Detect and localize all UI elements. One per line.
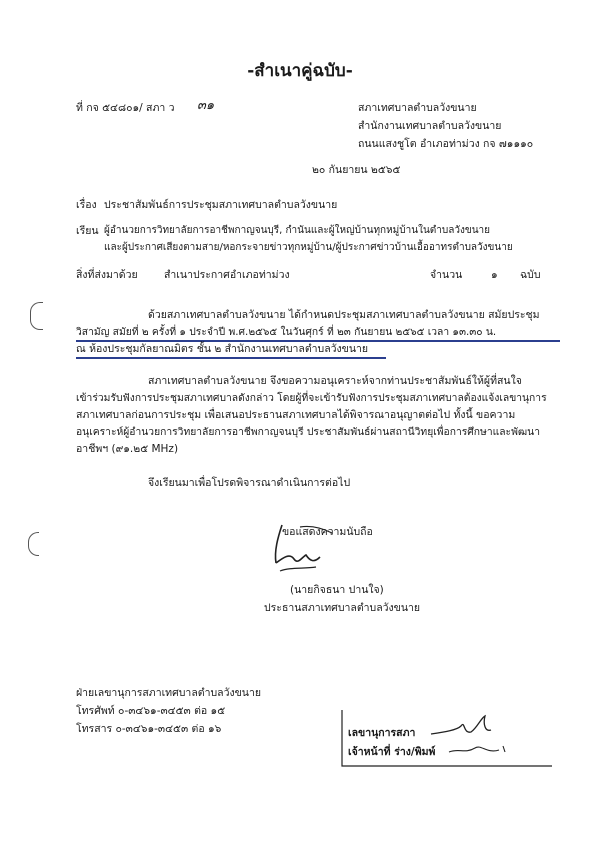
sender-line-3: ถนนแสงชูโต อำเภอท่าม่วง กจ ๗๑๑๑๐	[358, 138, 534, 150]
sender-line-2: สำนักงานเทศบาลตำบลวังขนาย	[358, 120, 502, 132]
signer-position: ประธานสภาเทศบาลตำบลวังขนาย	[264, 602, 421, 614]
routing-box-officer: เจ้าหน้าที่ ร่าง/พิมพ์	[348, 746, 436, 758]
enclosure-label: สิ่งที่ส่งมาด้วย	[76, 269, 138, 281]
enclosure-qty: ๑	[491, 269, 498, 281]
paragraph-2-line-4: อนุเคราะห์ผู้อำนวยการวิทยาลัยการอาชีพกาญจนบุรี ประชาสัมพันธ์ผ่านสถานีวิทยุเพื่อการศึกษาและพัฒนา	[76, 426, 540, 438]
paragraph-1-line-1: ด้วยสภาเทศบาลตำบลวังขนาย ได้กำหนดประชุมสภาเทศบาลตำบลวังขนาย สมัยประชุม	[148, 309, 540, 321]
paragraph-2-line-1: สภาเทศบาลตำบลวังขนาย จึงขอความอนุเคราะห์จากท่านประชาสัมพันธ์ให้ผู้ที่สนใจ	[148, 375, 522, 387]
paragraph-2-line-5: อาชีพฯ (๙๑.๒๕ MHz)	[76, 443, 179, 455]
footer-fax: โทรสาร ๐-๓๔๖๑-๓๔๕๓ ต่อ ๑๖	[76, 723, 222, 735]
paragraph-1-line-2: วิสามัญ สมัยที่ ๒ ครั้งที่ ๑ ประจำปี พ.ศ.๒๕๖๕ ในวันศุกร์ ที่ ๒๓ กันยายน ๒๕๖๕ เวลา ๑๓.๓๐ น.	[76, 326, 497, 338]
subject-label: เรื่อง	[76, 199, 97, 211]
document-date: ๒๐ กันยายน ๒๕๖๕	[312, 164, 401, 176]
paragraph-2-line-2: เข้าร่วมรับฟังการประชุมสภาเทศบาลดังกล่าว โดยผู้ที่จะเข้ารับฟังการประชุมสภาเทศบาลต้องแจ้งเลขานุการ	[76, 392, 547, 404]
paragraph-1-line-3: ณ ห้องประชุมกัลยาณมิตร ชั้น ๒ สำนักงานเทศบาลตำบลวังขนาย	[76, 343, 369, 355]
closing-line: จึงเรียนมาเพื่อโปรดพิจารณาดำเนินการต่อไป	[148, 477, 351, 489]
signer-name: (นายกิจธนา ปานใจ)	[290, 584, 384, 596]
copy-title: -สำเนาคู่ฉบับ-	[247, 61, 353, 81]
document-number: ที่ กจ ๕๔๘๐๑/ สภา ว	[76, 102, 175, 114]
footer-phone: โทรศัพท์ ๐-๓๔๖๑-๓๔๕๓ ต่อ ๑๕	[76, 705, 226, 717]
punch-hole-top	[30, 302, 43, 330]
document-number-handwritten: ๓๑	[197, 98, 215, 113]
recipient-label: เรียน	[76, 225, 99, 237]
enclosure-qty-label: จำนวน	[430, 269, 463, 281]
sender-line-1: สภาเทศบาลตำบลวังขนาย	[358, 102, 477, 114]
recipient-line-2: และผู้ประกาศเสียงตามสาย/หอกระจายข่าวทุกหมู่บ้าน/ผู้ประกาศข่าวบ้านเอื้ออาทรตำบลวังขนาย	[104, 242, 513, 253]
signoff: ขอแสดงความนับถือ	[282, 526, 373, 538]
paragraph-2-line-3: สภาเทศบาลก่อนการประชุม เพื่อเสนอประธานสภาเทศบาลได้พิจารณาอนุญาตต่อไป ทั้งนี้ ขอความ	[76, 409, 516, 421]
subject-text: ประชาสัมพันธ์การประชุมสภาเทศบาลตำบลวังขนาย	[104, 199, 338, 211]
routing-initials	[425, 708, 535, 768]
enclosure-text: สำเนาประกาศอำเภอท่าม่วง	[164, 269, 290, 281]
routing-box-secretary: เลขานุการสภา	[348, 727, 416, 739]
signature-scribble	[260, 517, 340, 577]
highlight-underline-2	[76, 357, 386, 359]
recipient-line-1: ผู้อำนวยการวิทยาลัยการอาชีพกาญจนบุรี, กำนันและผู้ใหญ่บ้านทุกหมู่บ้านในตำบลวังขนาย	[104, 225, 491, 236]
footer-department: ฝ่ายเลขานุการสภาเทศบาลตำบลวังขนาย	[76, 687, 262, 699]
enclosure-unit: ฉบับ	[520, 269, 541, 281]
punch-hole-bottom	[28, 532, 39, 556]
